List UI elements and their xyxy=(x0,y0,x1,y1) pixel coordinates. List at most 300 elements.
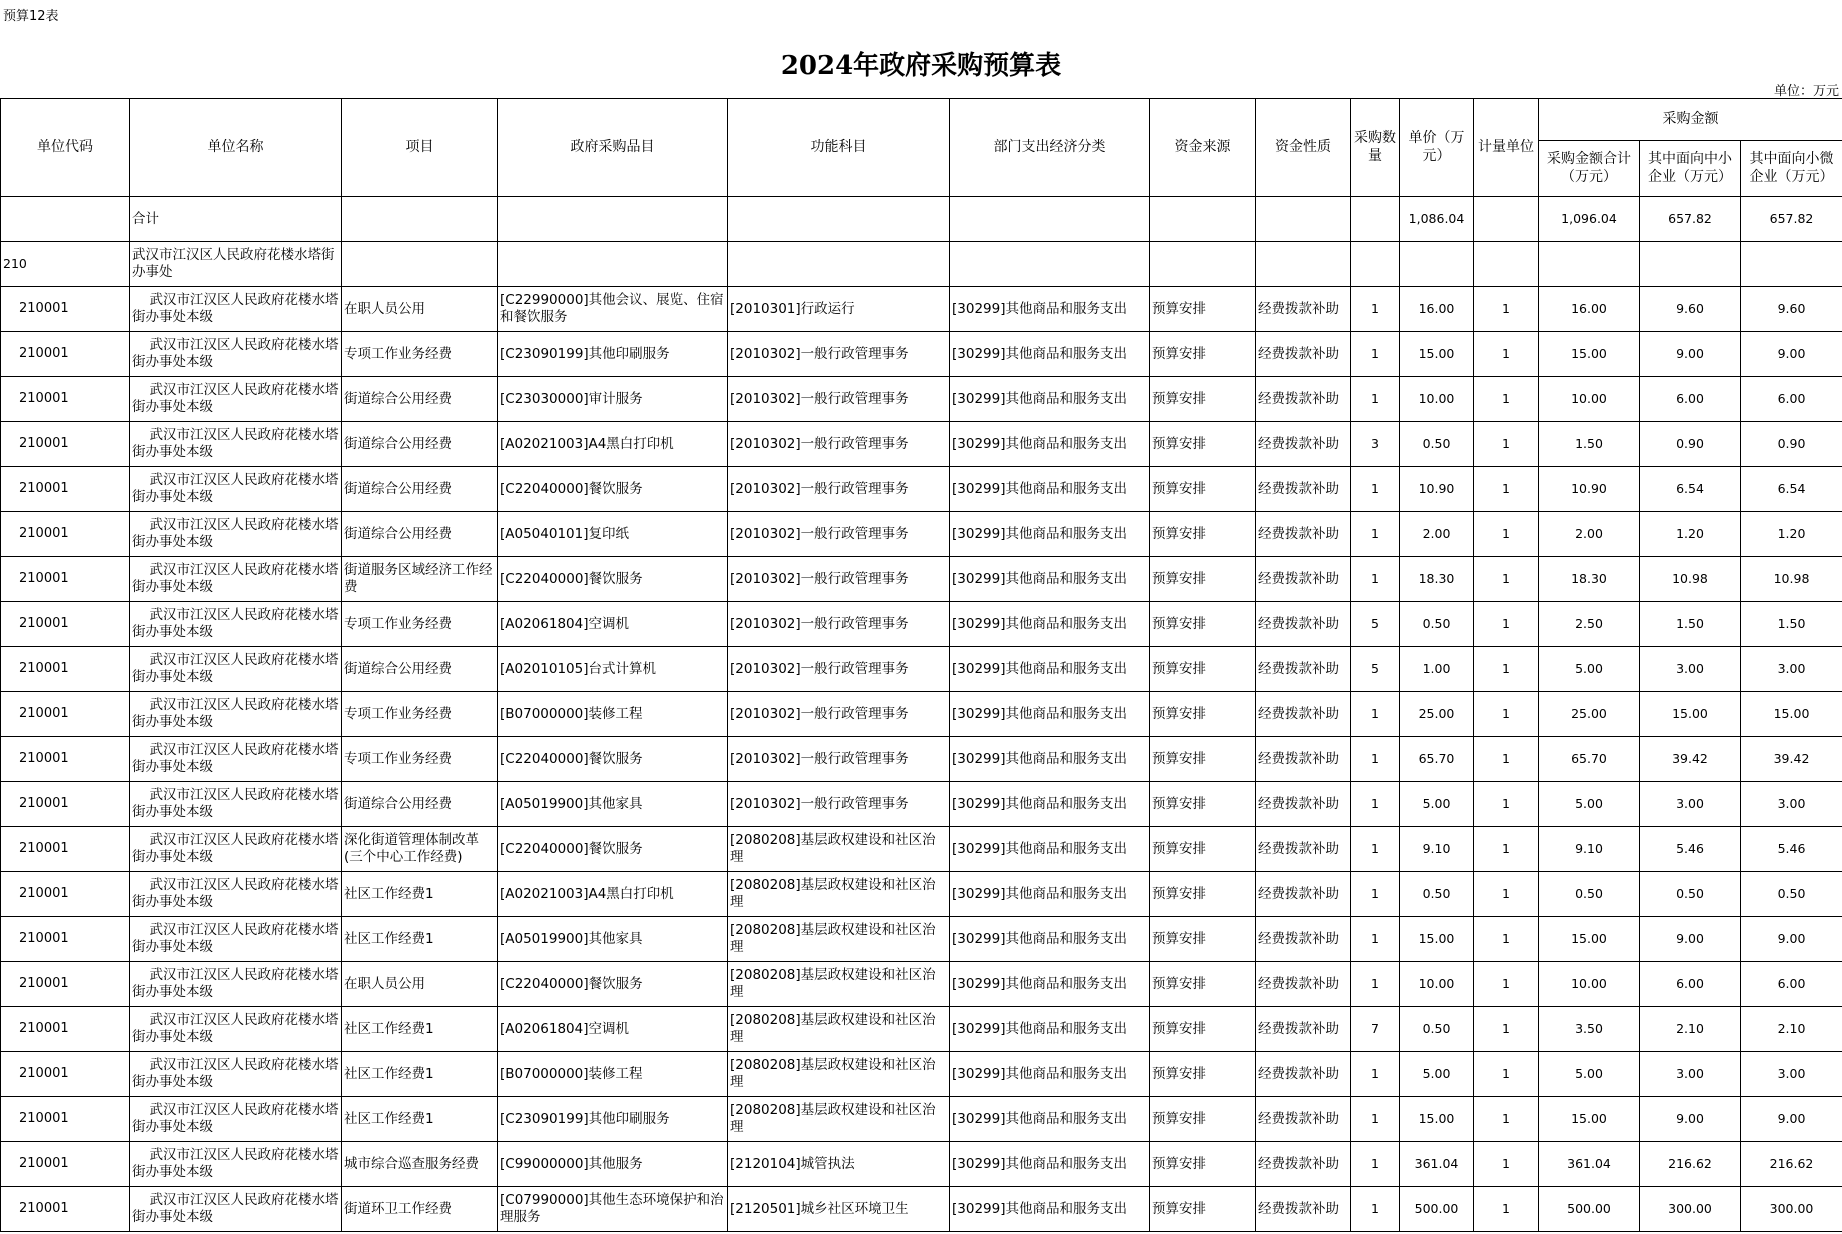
cell-measure: 1 xyxy=(1474,962,1539,1007)
cell-econ: [30299]其他商品和服务支出 xyxy=(950,782,1150,827)
cell-econ: [30299]其他商品和服务支出 xyxy=(950,1097,1150,1142)
cell-measure: 1 xyxy=(1474,1187,1539,1232)
cell-econ: [30299]其他商品和服务支出 xyxy=(950,467,1150,512)
cell-measure: 1 xyxy=(1474,512,1539,557)
cell-econ: [30299]其他商品和服务支出 xyxy=(950,917,1150,962)
cell-project: 街道综合公用经费 xyxy=(342,782,498,827)
cell-micro: 3.00 xyxy=(1741,647,1842,692)
cell-total: 15.00 xyxy=(1539,332,1640,377)
cell-func: [2010302]一般行政管理事务 xyxy=(728,467,950,512)
col-header-price: 单价（万元） xyxy=(1400,99,1474,197)
summary-label: 合计 xyxy=(130,197,342,242)
cell-nature: 经费拨款补助 xyxy=(1256,1097,1351,1142)
cell-measure: 1 xyxy=(1474,872,1539,917)
cell-project: 城市综合巡查服务经费 xyxy=(342,1142,498,1187)
cell-measure: 1 xyxy=(1474,782,1539,827)
table-number-label: 预算12表 xyxy=(3,9,59,24)
cell-nature: 经费拨款补助 xyxy=(1256,557,1351,602)
cell-code: 210001 xyxy=(1,737,130,782)
cell-qty: 1 xyxy=(1351,467,1400,512)
cell-project: 专项工作业务经费 xyxy=(342,692,498,737)
cell-price: 5.00 xyxy=(1400,1052,1474,1097)
cell-project: 社区工作经费1 xyxy=(342,1052,498,1097)
cell-item: [C22990000]其他会议、展览、住宿和餐饮服务 xyxy=(498,287,728,332)
cell-func: [2010302]一般行政管理事务 xyxy=(728,647,950,692)
cell-name: 武汉市江汉区人民政府花楼水塔街办事处本级 xyxy=(130,467,342,512)
cell-price: 5.00 xyxy=(1400,782,1474,827)
cell-project: 专项工作业务经费 xyxy=(342,737,498,782)
cell-price: 10.90 xyxy=(1400,467,1474,512)
col-header-amount-group: 采购金额 xyxy=(1539,99,1842,141)
procurement-budget-table xyxy=(0,98,1842,1232)
cell-price: 361.04 xyxy=(1400,1142,1474,1187)
cell-total: 1.50 xyxy=(1539,422,1640,467)
cell-sme: 3.00 xyxy=(1640,647,1741,692)
summary-micro: 657.82 xyxy=(1741,197,1842,242)
cell-econ: [30299]其他商品和服务支出 xyxy=(950,422,1150,467)
cell-item: [C22040000]餐饮服务 xyxy=(498,557,728,602)
cell-nature: 经费拨款补助 xyxy=(1256,602,1351,647)
cell-name: 武汉市江汉区人民政府花楼水塔街办事处本级 xyxy=(130,1052,342,1097)
summary-row xyxy=(1,197,1842,242)
col-header-nature: 资金性质 xyxy=(1256,99,1351,197)
cell-measure: 1 xyxy=(1474,1142,1539,1187)
cell-measure: 1 xyxy=(1474,287,1539,332)
table-row xyxy=(1,962,1842,1007)
cell-project: 街道服务区域经济工作经费 xyxy=(342,557,498,602)
cell-econ: [30299]其他商品和服务支出 xyxy=(950,287,1150,332)
cell-price: 15.00 xyxy=(1400,1097,1474,1142)
cell-project: 深化街道管理体制改革(三个中心工作经费) xyxy=(342,827,498,872)
cell-src: 预算安排 xyxy=(1150,1187,1256,1232)
cell-func: [2080208]基层政权建设和社区治理 xyxy=(728,1007,950,1052)
cell-src: 预算安排 xyxy=(1150,692,1256,737)
cell-src: 预算安排 xyxy=(1150,467,1256,512)
cell-sme: 6.54 xyxy=(1640,467,1741,512)
cell-micro: 2.10 xyxy=(1741,1007,1842,1052)
cell-total: 500.00 xyxy=(1539,1187,1640,1232)
cell-micro: 15.00 xyxy=(1741,692,1842,737)
cell-total: 25.00 xyxy=(1539,692,1640,737)
cell-measure: 1 xyxy=(1474,1097,1539,1142)
cell-micro: 1.50 xyxy=(1741,602,1842,647)
cell-measure: 1 xyxy=(1474,557,1539,602)
cell-project: 专项工作业务经费 xyxy=(342,602,498,647)
cell-qty: 1 xyxy=(1351,287,1400,332)
cell-item: [C22040000]餐饮服务 xyxy=(498,962,728,1007)
cell-sme: 3.00 xyxy=(1640,782,1741,827)
table-row xyxy=(1,1007,1842,1052)
cell-name: 武汉市江汉区人民政府花楼水塔街办事处本级 xyxy=(130,422,342,467)
cell-nature: 经费拨款补助 xyxy=(1256,287,1351,332)
cell-item: [A02021003]A4黑白打印机 xyxy=(498,872,728,917)
cell-func: [2010302]一般行政管理事务 xyxy=(728,737,950,782)
table-row xyxy=(1,1052,1842,1097)
cell-project: 街道综合公用经费 xyxy=(342,377,498,422)
cell-item: [A05019900]其他家具 xyxy=(498,917,728,962)
cell-micro: 3.00 xyxy=(1741,782,1842,827)
cell-item: [C23090199]其他印刷服务 xyxy=(498,1097,728,1142)
cell-econ: [30299]其他商品和服务支出 xyxy=(950,692,1150,737)
cell-micro: 0.90 xyxy=(1741,422,1842,467)
cell-price: 500.00 xyxy=(1400,1187,1474,1232)
cell-code: 210001 xyxy=(1,1097,130,1142)
cell-sme: 9.00 xyxy=(1640,917,1741,962)
table-row xyxy=(1,872,1842,917)
cell-econ: [30299]其他商品和服务支出 xyxy=(950,962,1150,1007)
cell-src: 预算安排 xyxy=(1150,872,1256,917)
cell-src: 预算安排 xyxy=(1150,782,1256,827)
cell-name: 武汉市江汉区人民政府花楼水塔街办事处本级 xyxy=(130,692,342,737)
summary-total: 1,096.04 xyxy=(1539,197,1640,242)
cell-sme: 216.62 xyxy=(1640,1142,1741,1187)
cell-name: 武汉市江汉区人民政府花楼水塔街办事处本级 xyxy=(130,377,342,422)
cell-item: [C23090199]其他印刷服务 xyxy=(498,332,728,377)
cell-sme: 10.98 xyxy=(1640,557,1741,602)
cell-measure: 1 xyxy=(1474,377,1539,422)
col-header-item: 政府采购品目 xyxy=(498,99,728,197)
cell-price: 10.00 xyxy=(1400,377,1474,422)
cell-code: 210001 xyxy=(1,557,130,602)
cell-name: 武汉市江汉区人民政府花楼水塔街办事处本级 xyxy=(130,557,342,602)
table-row xyxy=(1,557,1842,602)
col-header-sme: 其中面向中小企业（万元） xyxy=(1640,141,1741,197)
cell-func: [2010302]一般行政管理事务 xyxy=(728,377,950,422)
table-row xyxy=(1,287,1842,332)
cell-code: 210001 xyxy=(1,287,130,332)
table-row xyxy=(1,1187,1842,1232)
cell-name: 武汉市江汉区人民政府花楼水塔街办事处本级 xyxy=(130,737,342,782)
table-row xyxy=(1,512,1842,557)
cell-sme: 300.00 xyxy=(1640,1187,1741,1232)
cell-total: 9.10 xyxy=(1539,827,1640,872)
cell-total: 15.00 xyxy=(1539,1097,1640,1142)
cell-qty: 5 xyxy=(1351,647,1400,692)
cell-src: 预算安排 xyxy=(1150,332,1256,377)
cell-item: [A02010105]台式计算机 xyxy=(498,647,728,692)
cell-nature: 经费拨款补助 xyxy=(1256,1187,1351,1232)
cell-qty: 1 xyxy=(1351,782,1400,827)
cell-src: 预算安排 xyxy=(1150,1097,1256,1142)
cell-func: [2080208]基层政权建设和社区治理 xyxy=(728,827,950,872)
cell-econ: [30299]其他商品和服务支出 xyxy=(950,827,1150,872)
col-header-measure: 计量单位 xyxy=(1474,99,1539,197)
cell-sme: 5.46 xyxy=(1640,827,1741,872)
cell-micro: 300.00 xyxy=(1741,1187,1842,1232)
cell-total: 2.00 xyxy=(1539,512,1640,557)
cell-item: [C99000000]其他服务 xyxy=(498,1142,728,1187)
col-header-name: 单位名称 xyxy=(130,99,342,197)
cell-code: 210001 xyxy=(1,512,130,557)
cell-sme: 15.00 xyxy=(1640,692,1741,737)
cell-name: 武汉市江汉区人民政府花楼水塔街办事处本级 xyxy=(130,1007,342,1052)
cell-price: 0.50 xyxy=(1400,1007,1474,1052)
cell-src: 预算安排 xyxy=(1150,1007,1256,1052)
cell-sme: 1.20 xyxy=(1640,512,1741,557)
cell-func: [2010302]一般行政管理事务 xyxy=(728,602,950,647)
cell-func: [2080208]基层政权建设和社区治理 xyxy=(728,872,950,917)
cell-name: 武汉市江汉区人民政府花楼水塔街办事处本级 xyxy=(130,782,342,827)
cell-func: [2010302]一般行政管理事务 xyxy=(728,557,950,602)
cell-total: 5.00 xyxy=(1539,1052,1640,1097)
cell-nature: 经费拨款补助 xyxy=(1256,962,1351,1007)
cell-price: 25.00 xyxy=(1400,692,1474,737)
table-row xyxy=(1,602,1842,647)
cell-econ: [30299]其他商品和服务支出 xyxy=(950,737,1150,782)
cell-code: 210001 xyxy=(1,692,130,737)
col-header-qty: 采购数量 xyxy=(1351,99,1400,197)
cell-price: 15.00 xyxy=(1400,917,1474,962)
cell-price: 18.30 xyxy=(1400,557,1474,602)
cell-src: 预算安排 xyxy=(1150,962,1256,1007)
cell-code: 210001 xyxy=(1,1052,130,1097)
cell-project: 街道综合公用经费 xyxy=(342,512,498,557)
cell-item: [A02021003]A4黑白打印机 xyxy=(498,422,728,467)
cell-qty: 5 xyxy=(1351,602,1400,647)
table-row xyxy=(1,467,1842,512)
cell-qty: 1 xyxy=(1351,917,1400,962)
cell-price: 16.00 xyxy=(1400,287,1474,332)
cell-nature: 经费拨款补助 xyxy=(1256,917,1351,962)
cell-item: [A02061804]空调机 xyxy=(498,602,728,647)
unit-group-name: 武汉市江汉区人民政府花楼水塔街办事处 xyxy=(130,242,342,287)
cell-price: 0.50 xyxy=(1400,422,1474,467)
cell-nature: 经费拨款补助 xyxy=(1256,1007,1351,1052)
cell-total: 65.70 xyxy=(1539,737,1640,782)
cell-total: 5.00 xyxy=(1539,782,1640,827)
cell-measure: 1 xyxy=(1474,1052,1539,1097)
cell-econ: [30299]其他商品和服务支出 xyxy=(950,1187,1150,1232)
table-row xyxy=(1,1097,1842,1142)
cell-qty: 1 xyxy=(1351,512,1400,557)
cell-name: 武汉市江汉区人民政府花楼水塔街办事处本级 xyxy=(130,287,342,332)
cell-sme: 3.00 xyxy=(1640,1052,1741,1097)
cell-project: 在职人员公用 xyxy=(342,962,498,1007)
cell-nature: 经费拨款补助 xyxy=(1256,1142,1351,1187)
cell-measure: 1 xyxy=(1474,422,1539,467)
cell-sme: 6.00 xyxy=(1640,962,1741,1007)
cell-price: 15.00 xyxy=(1400,332,1474,377)
cell-sme: 6.00 xyxy=(1640,377,1741,422)
cell-total: 5.00 xyxy=(1539,647,1640,692)
cell-econ: [30299]其他商品和服务支出 xyxy=(950,1007,1150,1052)
cell-total: 10.90 xyxy=(1539,467,1640,512)
cell-nature: 经费拨款补助 xyxy=(1256,332,1351,377)
cell-micro: 6.00 xyxy=(1741,962,1842,1007)
cell-code: 210001 xyxy=(1,647,130,692)
cell-nature: 经费拨款补助 xyxy=(1256,782,1351,827)
col-header-src: 资金来源 xyxy=(1150,99,1256,197)
cell-code: 210001 xyxy=(1,422,130,467)
cell-qty: 1 xyxy=(1351,1097,1400,1142)
cell-item: [C07990000]其他生态环境保护和治理服务 xyxy=(498,1187,728,1232)
cell-func: [2080208]基层政权建设和社区治理 xyxy=(728,962,950,1007)
table-row xyxy=(1,422,1842,467)
cell-econ: [30299]其他商品和服务支出 xyxy=(950,1142,1150,1187)
cell-nature: 经费拨款补助 xyxy=(1256,827,1351,872)
col-header-code: 单位代码 xyxy=(1,99,130,197)
cell-total: 0.50 xyxy=(1539,872,1640,917)
cell-project: 街道综合公用经费 xyxy=(342,422,498,467)
cell-nature: 经费拨款补助 xyxy=(1256,647,1351,692)
col-header-econ: 部门支出经济分类 xyxy=(950,99,1150,197)
cell-item: [A02061804]空调机 xyxy=(498,1007,728,1052)
cell-sme: 1.50 xyxy=(1640,602,1741,647)
cell-name: 武汉市江汉区人民政府花楼水塔街办事处本级 xyxy=(130,827,342,872)
cell-qty: 1 xyxy=(1351,1142,1400,1187)
cell-item: [A05040101]复印纸 xyxy=(498,512,728,557)
cell-code: 210001 xyxy=(1,1142,130,1187)
cell-code: 210001 xyxy=(1,872,130,917)
cell-qty: 1 xyxy=(1351,332,1400,377)
cell-micro: 6.54 xyxy=(1741,467,1842,512)
cell-price: 65.70 xyxy=(1400,737,1474,782)
cell-econ: [30299]其他商品和服务支出 xyxy=(950,377,1150,422)
cell-qty: 3 xyxy=(1351,422,1400,467)
cell-qty: 1 xyxy=(1351,827,1400,872)
table-row xyxy=(1,737,1842,782)
cell-src: 预算安排 xyxy=(1150,737,1256,782)
cell-name: 武汉市江汉区人民政府花楼水塔街办事处本级 xyxy=(130,872,342,917)
cell-name: 武汉市江汉区人民政府花楼水塔街办事处本级 xyxy=(130,647,342,692)
cell-name: 武汉市江汉区人民政府花楼水塔街办事处本级 xyxy=(130,512,342,557)
cell-project: 街道综合公用经费 xyxy=(342,647,498,692)
summary-sme: 657.82 xyxy=(1640,197,1741,242)
cell-sme: 39.42 xyxy=(1640,737,1741,782)
cell-qty: 1 xyxy=(1351,737,1400,782)
cell-nature: 经费拨款补助 xyxy=(1256,422,1351,467)
cell-total: 10.00 xyxy=(1539,962,1640,1007)
cell-name: 武汉市江汉区人民政府花楼水塔街办事处本级 xyxy=(130,1187,342,1232)
summary-price: 1,086.04 xyxy=(1400,197,1474,242)
col-header-func: 功能科目 xyxy=(728,99,950,197)
cell-src: 预算安排 xyxy=(1150,422,1256,467)
cell-micro: 216.62 xyxy=(1741,1142,1842,1187)
cell-project: 社区工作经费1 xyxy=(342,917,498,962)
col-header-total: 采购金额合计（万元） xyxy=(1539,141,1640,197)
cell-src: 预算安排 xyxy=(1150,602,1256,647)
cell-total: 361.04 xyxy=(1539,1142,1640,1187)
cell-micro: 9.00 xyxy=(1741,1097,1842,1142)
cell-code: 210001 xyxy=(1,1007,130,1052)
cell-func: [2010302]一般行政管理事务 xyxy=(728,422,950,467)
cell-total: 15.00 xyxy=(1539,917,1640,962)
cell-price: 0.50 xyxy=(1400,602,1474,647)
table-row xyxy=(1,827,1842,872)
cell-nature: 经费拨款补助 xyxy=(1256,872,1351,917)
cell-measure: 1 xyxy=(1474,647,1539,692)
cell-price: 9.10 xyxy=(1400,827,1474,872)
cell-micro: 0.50 xyxy=(1741,872,1842,917)
cell-func: [2080208]基层政权建设和社区治理 xyxy=(728,1097,950,1142)
cell-measure: 1 xyxy=(1474,692,1539,737)
cell-nature: 经费拨款补助 xyxy=(1256,512,1351,557)
table-row xyxy=(1,692,1842,737)
cell-project: 社区工作经费1 xyxy=(342,872,498,917)
cell-nature: 经费拨款补助 xyxy=(1256,692,1351,737)
cell-qty: 1 xyxy=(1351,962,1400,1007)
cell-qty: 1 xyxy=(1351,692,1400,737)
cell-sme: 9.00 xyxy=(1640,1097,1741,1142)
cell-total: 3.50 xyxy=(1539,1007,1640,1052)
cell-project: 专项工作业务经费 xyxy=(342,332,498,377)
cell-micro: 9.00 xyxy=(1741,332,1842,377)
cell-code: 210001 xyxy=(1,467,130,512)
cell-sme: 2.10 xyxy=(1640,1007,1741,1052)
table-row xyxy=(1,917,1842,962)
cell-measure: 1 xyxy=(1474,602,1539,647)
cell-project: 街道综合公用经费 xyxy=(342,467,498,512)
cell-micro: 10.98 xyxy=(1741,557,1842,602)
cell-code: 210001 xyxy=(1,1187,130,1232)
cell-total: 10.00 xyxy=(1539,377,1640,422)
unit-group-code: 210 xyxy=(1,242,130,287)
cell-name: 武汉市江汉区人民政府花楼水塔街办事处本级 xyxy=(130,602,342,647)
cell-measure: 1 xyxy=(1474,917,1539,962)
cell-src: 预算安排 xyxy=(1150,827,1256,872)
cell-measure: 1 xyxy=(1474,467,1539,512)
cell-total: 18.30 xyxy=(1539,557,1640,602)
cell-code: 210001 xyxy=(1,377,130,422)
cell-src: 预算安排 xyxy=(1150,647,1256,692)
cell-qty: 1 xyxy=(1351,557,1400,602)
cell-src: 预算安排 xyxy=(1150,917,1256,962)
cell-src: 预算安排 xyxy=(1150,1052,1256,1097)
cell-src: 预算安排 xyxy=(1150,377,1256,422)
cell-micro: 9.00 xyxy=(1741,917,1842,962)
cell-measure: 1 xyxy=(1474,332,1539,377)
col-header-project: 项目 xyxy=(342,99,498,197)
cell-econ: [30299]其他商品和服务支出 xyxy=(950,647,1150,692)
cell-micro: 3.00 xyxy=(1741,1052,1842,1097)
cell-src: 预算安排 xyxy=(1150,1142,1256,1187)
unit-group-row xyxy=(1,242,1842,287)
cell-func: [2010302]一般行政管理事务 xyxy=(728,782,950,827)
cell-name: 武汉市江汉区人民政府花楼水塔街办事处本级 xyxy=(130,332,342,377)
cell-code: 210001 xyxy=(1,917,130,962)
cell-code: 210001 xyxy=(1,962,130,1007)
cell-measure: 1 xyxy=(1474,1007,1539,1052)
cell-func: [2010302]一般行政管理事务 xyxy=(728,692,950,737)
cell-price: 2.00 xyxy=(1400,512,1474,557)
cell-nature: 经费拨款补助 xyxy=(1256,737,1351,782)
cell-item: [C23030000]审计服务 xyxy=(498,377,728,422)
cell-econ: [30299]其他商品和服务支出 xyxy=(950,872,1150,917)
cell-econ: [30299]其他商品和服务支出 xyxy=(950,1052,1150,1097)
cell-sme: 9.60 xyxy=(1640,287,1741,332)
cell-econ: [30299]其他商品和服务支出 xyxy=(950,557,1150,602)
cell-micro: 39.42 xyxy=(1741,737,1842,782)
table-row xyxy=(1,332,1842,377)
cell-qty: 1 xyxy=(1351,872,1400,917)
cell-item: [C22040000]餐饮服务 xyxy=(498,737,728,782)
cell-project: 社区工作经费1 xyxy=(342,1007,498,1052)
cell-price: 1.00 xyxy=(1400,647,1474,692)
cell-item: [B07000000]装修工程 xyxy=(498,1052,728,1097)
cell-func: [2080208]基层政权建设和社区治理 xyxy=(728,917,950,962)
cell-project: 街道环卫工作经费 xyxy=(342,1187,498,1232)
cell-src: 预算安排 xyxy=(1150,512,1256,557)
cell-qty: 1 xyxy=(1351,1052,1400,1097)
cell-code: 210001 xyxy=(1,602,130,647)
cell-name: 武汉市江汉区人民政府花楼水塔街办事处本级 xyxy=(130,917,342,962)
cell-name: 武汉市江汉区人民政府花楼水塔街办事处本级 xyxy=(130,1097,342,1142)
cell-nature: 经费拨款补助 xyxy=(1256,467,1351,512)
cell-item: [C22040000]餐饮服务 xyxy=(498,467,728,512)
cell-func: [2120104]城管执法 xyxy=(728,1142,950,1187)
cell-src: 预算安排 xyxy=(1150,557,1256,602)
cell-measure: 1 xyxy=(1474,737,1539,782)
